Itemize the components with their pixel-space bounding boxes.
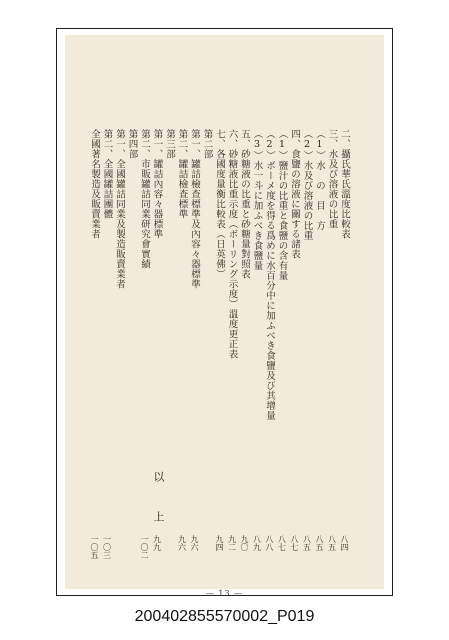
toc-page-number: 一〇二 [140, 535, 149, 559]
toc-page-number: 八五 [302, 535, 312, 551]
toc-entry: 全國著名製造及販賣業者 [89, 129, 100, 239]
toc-entry: 第四部 [126, 129, 138, 159]
toc-entry: 第一、罐詰內容々器標準 [151, 129, 163, 239]
toc-entry: 第一、罐詰檢查標準及內容々器標準 [189, 129, 200, 289]
toc-page-number: 八七 [277, 535, 287, 551]
toc-page-number: 九二 [227, 535, 237, 551]
toc-page-number: 九六 [177, 535, 187, 551]
toc-entry: 六、砂糖液比重示度（ボーリング示度）溫度更正表 [226, 129, 238, 359]
toc-entry: 第二、罐詰檢查標準 [176, 129, 188, 219]
toc-page-number: 九四 [215, 535, 224, 551]
toc-entry: 七、各國度量衡比較表（日英佛） [214, 129, 225, 279]
toc-entry: 三、水及び溶液の比重 [326, 129, 338, 229]
toc-page-number: 九〇 [240, 535, 249, 551]
ijo-mark-1: 以 [152, 471, 165, 482]
ijo-mark-2: 上 [152, 511, 165, 522]
toc-entry: 第一、全國罐詰同業及製造販賣業者 [114, 129, 125, 289]
toc-page-number: 八五 [315, 535, 324, 551]
toc-page-number: 八七 [290, 535, 299, 551]
toc-page-number: 八九 [252, 535, 262, 551]
toc-entry: （1）鹽汁の比重と食鹽の含有量 [276, 129, 288, 281]
page-number: — 13 — [205, 589, 244, 598]
document-card [56, 28, 393, 596]
toc-page-number: 一〇三 [102, 535, 112, 559]
toc-entry: 四、食鹽の溶液に關する諸表 [289, 129, 300, 259]
toc-entry: 二、攝氏華氏溫度比較表 [339, 129, 350, 239]
toc-entry: （2）水及び溶液の比重 [301, 129, 313, 241]
book-page [65, 35, 384, 598]
toc-page-number: 八五 [327, 535, 337, 551]
toc-entry: 第三部 [164, 129, 175, 159]
toc-entry: 第二、全國罐詰團體 [101, 129, 113, 219]
toc-entry: （1）水 の 目 方 [314, 129, 325, 231]
toc-page-number: 八八 [265, 535, 274, 551]
toc-entry: （2）ボーメ度を得る爲めに水百分中に加ふべき食鹽及び其增量 [264, 129, 275, 421]
image-id-caption: 200402855570002_P019 [134, 608, 315, 625]
toc-page-number: 一〇五 [90, 535, 99, 559]
toc-entry: 第二、市販罐詰同業研究會實績 [139, 129, 150, 269]
toc-page-number: 九九 [152, 535, 162, 551]
toc-page-number: 八四 [340, 535, 349, 551]
toc-entry: （3）水一斗に加ふべき食鹽量 [251, 129, 263, 271]
toc-entry: 五、砂糖液の比重と砂糖量對照表 [239, 129, 250, 279]
toc-page-number: 九六 [190, 535, 199, 551]
toc-entry: 第二部 [201, 129, 213, 159]
